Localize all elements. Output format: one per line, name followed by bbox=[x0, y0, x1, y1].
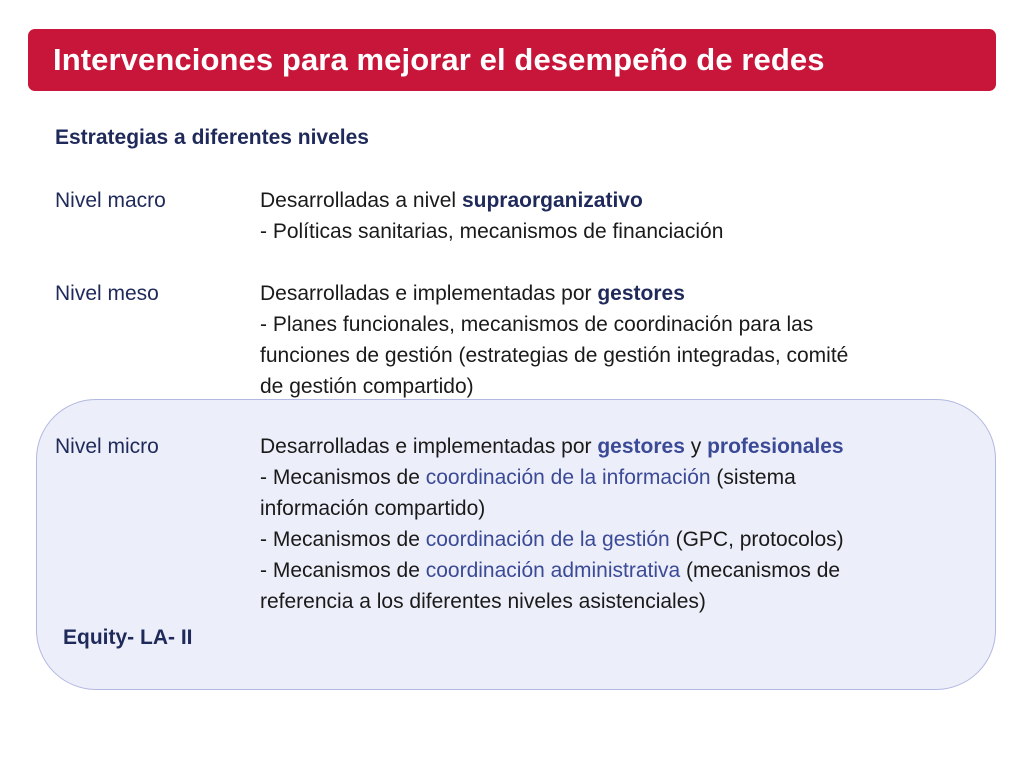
highlight-coordinacion-informacion: coordinación de la información bbox=[425, 466, 711, 489]
keyword-gestores-micro: gestores bbox=[597, 435, 685, 458]
level-micro-item1: - Mecanismos de coordinación de la información (sistema bbox=[260, 466, 796, 489]
highlight-coordinacion-administrativa: coordinación administrativa bbox=[425, 559, 681, 582]
level-micro-label: Nivel micro bbox=[55, 435, 159, 458]
level-micro-item2: - Mecanismos de coordinación de la gestión (GPC, protocolos) bbox=[260, 528, 844, 551]
level-meso-item-line2: funciones de gestión (estrategias de gestión integradas, comité bbox=[260, 344, 849, 367]
level-meso-item-line3: de gestión compartido) bbox=[260, 375, 474, 398]
highlight-coordinacion-gestion: coordinación de la gestión bbox=[425, 528, 670, 551]
keyword-supraorganizativo: supraorganizativo bbox=[461, 189, 643, 212]
footer-tag: Equity- LA- II bbox=[63, 626, 193, 649]
level-micro-body bbox=[260, 431, 990, 617]
level-meso-body bbox=[260, 278, 990, 402]
level-macro-body bbox=[260, 185, 990, 247]
title-bar bbox=[28, 29, 996, 91]
level-meso-label: Nivel meso bbox=[55, 282, 159, 305]
level-micro-intro: Desarrolladas e implementadas por gestores y profesionales bbox=[260, 435, 844, 458]
level-micro-item1-line2: información compartido) bbox=[260, 497, 486, 520]
level-macro-intro: Desarrolladas a nivel supraorganizativo bbox=[260, 189, 643, 212]
level-macro-label: Nivel macro bbox=[55, 189, 166, 212]
slide-subtitle: Estrategias a diferentes niveles bbox=[55, 126, 369, 149]
level-micro-item3: - Mecanismos de coordinación administrativa (mecanismos de bbox=[260, 559, 841, 582]
keyword-gestores: gestores bbox=[597, 282, 685, 305]
level-meso-item-line1: - Planes funcionales, mecanismos de coordinación para las bbox=[260, 313, 814, 336]
level-micro-item3-line2: referencia a los diferentes niveles asistenciales) bbox=[260, 590, 706, 613]
slide-title: Intervenciones para mejorar el desempeño de redes bbox=[53, 42, 825, 77]
level-meso-intro: Desarrolladas e implementadas por gestores bbox=[260, 282, 685, 305]
keyword-profesionales: profesionales bbox=[707, 435, 844, 458]
level-macro-item: - Políticas sanitarias, mecanismos de financiación bbox=[260, 220, 724, 243]
